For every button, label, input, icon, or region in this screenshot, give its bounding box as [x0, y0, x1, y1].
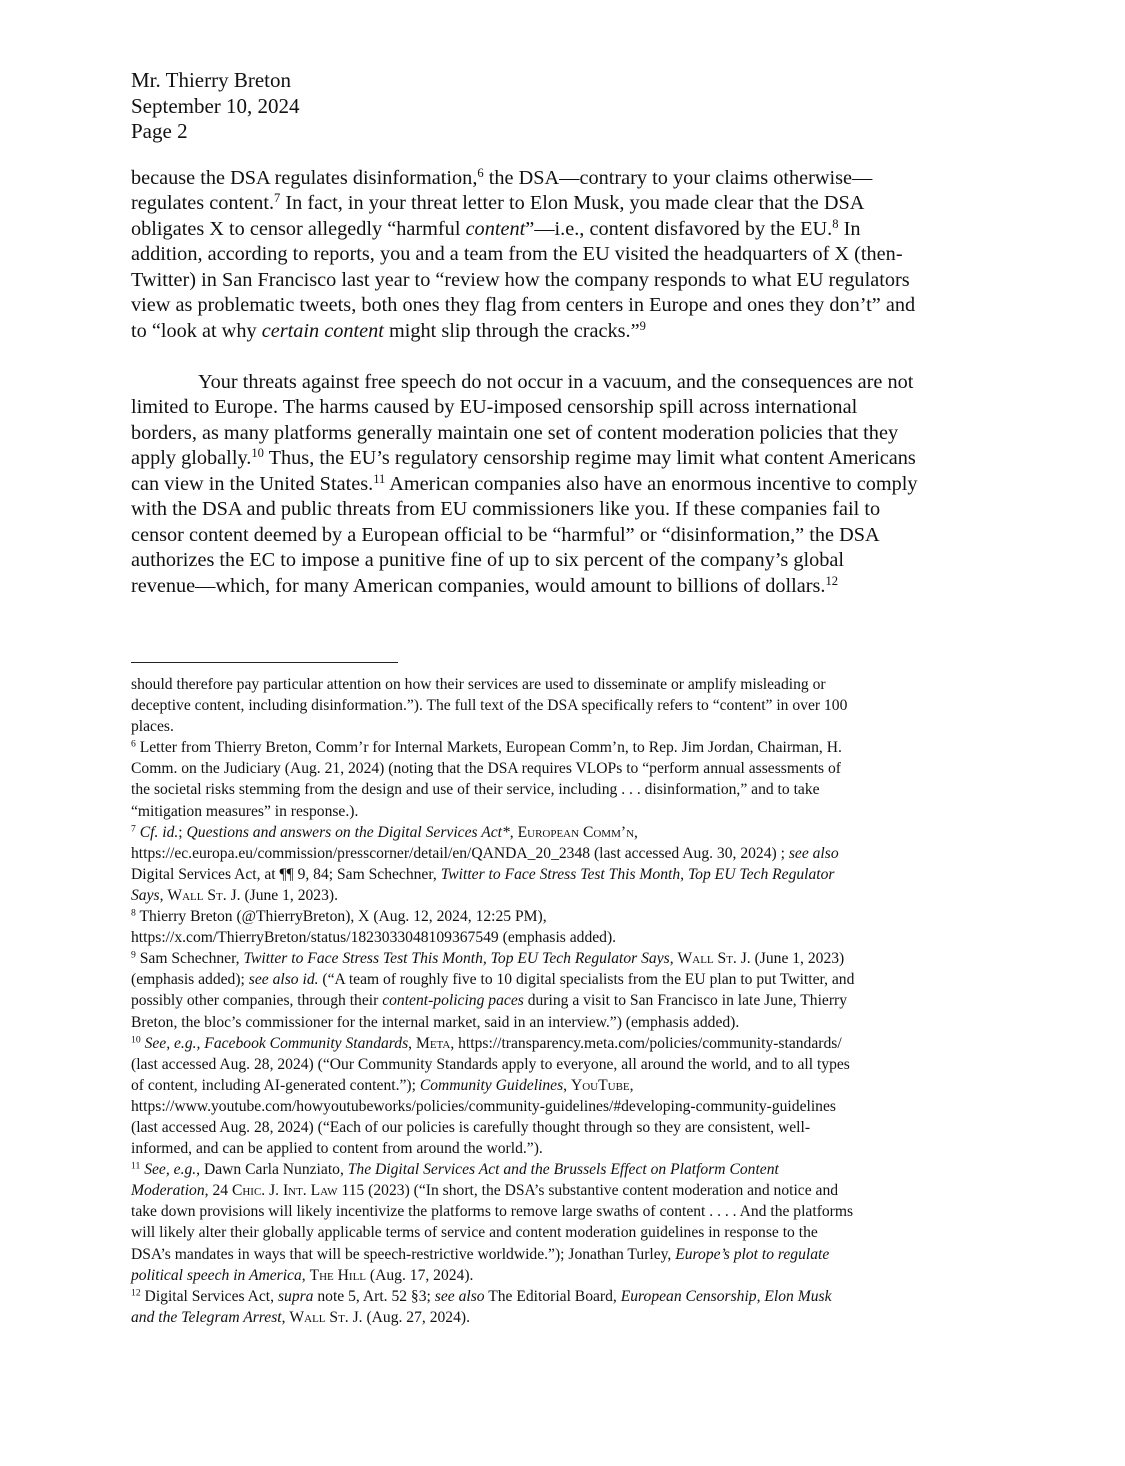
- text-span: possibly other companies, through their: [131, 992, 383, 1010]
- text-span: American companies also have an enormous incentive to comply: [385, 472, 918, 495]
- text-line: view as problematic tweets, both ones they flag from centers in Europe and ones they don’t” and: [131, 294, 916, 317]
- italic-text: Community Guidelines: [419, 1076, 564, 1094]
- text-span: ,: [563, 1076, 571, 1094]
- small-caps-text: Wall St. J.: [677, 950, 751, 968]
- footnote-number-10: 10: [131, 1034, 141, 1046]
- small-caps-text: The Hill: [309, 1266, 367, 1284]
- text-span: Dawn Carla Nunziato,: [200, 1161, 348, 1179]
- text-line: Twitter) in San Francisco last year to “review how the company responds to what EU regulators: [131, 268, 910, 291]
- text-span: Sam Schechner,: [135, 950, 244, 968]
- footnote-line: (last accessed Aug. 28, 2024) (“Each of our policies is carefully thought through so they are consistent, well-: [131, 1118, 811, 1136]
- text-span: In fact, in your threat letter to Elon Musk, you made clear that the DSA: [280, 192, 865, 215]
- text-line: borders, as many platforms generally maintain one set of content moderation policies that they: [131, 421, 899, 444]
- italic-text: The Digital Services Act and the Brussels Effect on Platform Content: [347, 1161, 779, 1179]
- footnote-line: Breton, the bloc’s commissioner for the internal market, said in an interview.”) (emphasis added).: [131, 1013, 740, 1031]
- text-span: the DSA—contrary to your claims otherwise—: [483, 167, 873, 189]
- small-caps-text: Meta: [415, 1034, 451, 1052]
- text-span: regulates content.: [131, 192, 275, 215]
- url-link[interactable]: https://www.youtube.com/howyoutubeworks/policies/community-guidelines/#developing-community-guidelines: [131, 1097, 836, 1115]
- footnote-number-7: 7: [131, 823, 136, 835]
- italic-text: content-policing paces: [382, 992, 524, 1010]
- footnote-ref-6[interactable]: 6: [477, 166, 484, 181]
- small-caps-text: Wall St. J.: [167, 886, 241, 904]
- text-span: In: [838, 217, 861, 240]
- url-link[interactable]: https://ec.europa.eu/commission/presscorner/detail/en/QANDA_20_2348 (last accessed Aug. 30, 2024) ;: [131, 844, 789, 862]
- footnote-ref-7[interactable]: 7: [274, 191, 281, 206]
- footnote-line: places.: [131, 718, 174, 736]
- footnote-ref-8[interactable]: 8: [832, 216, 839, 231]
- footnotes: [131, 674, 1001, 1328]
- small-caps-text: Chic. J. Int. Law: [231, 1182, 338, 1200]
- text-span: (June 1, 2023).: [240, 886, 338, 904]
- text-span: because the DSA regulates disinformation,: [131, 167, 478, 189]
- footnote-line: should therefore pay particular attention on how their services are used to disseminate or amplify misleading or: [131, 676, 826, 693]
- text-line: Your threats against free speech do not occur in a vacuum, and the consequences are not: [198, 371, 914, 393]
- footnote-number-8: 8: [131, 907, 136, 919]
- text-span: The Editorial Board,: [484, 1287, 621, 1305]
- emphasis-text: content: [465, 217, 526, 240]
- small-caps-text: YouTube: [570, 1076, 630, 1094]
- recipient-name: Mr. Thierry Breton: [131, 68, 292, 92]
- footnote-line: “mitigation measures” in response.).: [131, 802, 359, 820]
- footnote-number-12: 12: [131, 1287, 141, 1299]
- text-span: Digital Services Act, at ¶¶ 9, 84; Sam Schechner,: [131, 865, 441, 883]
- text-line: censor content deemed by a European official to be “harmful” or “disinformation,” the DSA: [131, 523, 880, 546]
- text-span: DSA’s mandates in ways that will be speech-restrictive worldwide.”); Jonathan Turley,: [131, 1245, 676, 1263]
- text-span: (June 1, 2023): [750, 950, 845, 968]
- italic-text: Cf. id.: [139, 823, 179, 841]
- text-span: Letter from Thierry Breton, Comm’r for Internal Markets, European Comm’n, to Rep. Jim Jordan, Chairman, H.: [135, 739, 842, 757]
- text-span: (Aug. 27, 2024).: [362, 1308, 470, 1326]
- italic-text: Questions and answers on the Digital Services Act*: [186, 823, 510, 841]
- text-span: Thierry Breton (@ThierryBreton), X (Aug. 12, 2024, 12:25 PM),: [135, 908, 547, 926]
- text-span: obligates X to censor allegedly “harmful: [131, 217, 466, 240]
- footnote-number-9: 9: [131, 949, 136, 961]
- italic-text: Twitter to Face Stress Test This Month, Top EU Tech Regulator: [440, 865, 835, 883]
- italic-text: see also id.: [248, 971, 319, 989]
- text-span: , 24: [204, 1182, 232, 1200]
- text-span: can view in the United States.: [131, 472, 374, 495]
- italic-text: see also: [788, 844, 839, 862]
- url-link[interactable]: https://x.com/ThierryBreton/status/1823033048109367549 (emphasis added).: [131, 929, 617, 947]
- text-line: addition, according to reports, you and a team from the EU visited the headquarters of X (then-: [131, 243, 903, 266]
- footnote-line: deceptive content, including disinformation.”). The full text of the DSA specifically refers to “content” in over 100: [131, 697, 848, 715]
- italic-text: Europe’s plot to regulate: [675, 1245, 830, 1263]
- text-line: limited to Europe. The harms caused by EU-imposed censorship spill across international: [131, 396, 858, 419]
- text-span: ,: [159, 886, 168, 904]
- text-span: ,: [509, 823, 518, 841]
- text-line: with the DSA and public threats from EU commissioners like you. If these companies fail to: [131, 498, 881, 521]
- text-span: ,: [629, 1076, 634, 1094]
- italic-text: political speech in America: [131, 1266, 302, 1284]
- page-number: Page 2: [131, 119, 188, 143]
- footnote-ref-9[interactable]: 9: [639, 318, 646, 333]
- text-span: (Aug. 17, 2024).: [366, 1266, 474, 1284]
- footnote-line: (last accessed Aug. 28, 2024) (“Our Community Standards apply to everyone, all around the world, and to all types: [131, 1055, 850, 1073]
- body-paragraph-2: [131, 370, 1001, 599]
- text-span: ”—i.e., content disfavored by the EU.: [525, 217, 833, 240]
- italic-text: Says: [131, 886, 160, 904]
- italic-text: and the Telegram Arrest: [131, 1308, 282, 1326]
- text-span: Digital Services Act,: [140, 1287, 278, 1305]
- text-span: to “look at why: [131, 319, 262, 342]
- text-span: note 5, Art. 52 §3;: [313, 1287, 435, 1305]
- text-span: Thus, the EU’s regulatory censorship regime may limit what content Americans: [263, 447, 916, 470]
- text-span: (“A team of roughly five to 10 digital specialists from the EU plan to put Twitter, and: [318, 971, 855, 989]
- text-span: ,: [669, 950, 678, 968]
- text-span: (emphasis added);: [131, 971, 249, 989]
- italic-text: See, e.g.,: [144, 1161, 201, 1179]
- footnote-ref-12[interactable]: 12: [825, 573, 839, 588]
- footnote-ref-11[interactable]: 11: [373, 471, 386, 486]
- footnote-line: the societal risks stemming from the design and use of their service, including . . . disinformation,” and to take: [131, 781, 820, 799]
- italic-text: supra: [277, 1287, 314, 1305]
- italic-text: See, e.g., Facebook Community Standards: [144, 1034, 409, 1052]
- footnote-number-6: 6: [131, 738, 136, 750]
- url-link[interactable]: , https://transparency.meta.com/policies/community-standards/: [450, 1034, 842, 1052]
- footnote-line: informed, and can be applied to content from around the world.”).: [131, 1140, 543, 1158]
- italic-text: see also: [434, 1287, 485, 1305]
- emphasis-text: certain content: [261, 319, 384, 342]
- footnote-number-11: 11: [131, 1160, 141, 1172]
- text-span: 115 (2023) (“In short, the DSA’s substantive content moderation and notice and: [337, 1182, 839, 1200]
- small-caps-text: Wall St. J.: [289, 1308, 363, 1326]
- text-span: ,: [281, 1308, 290, 1326]
- italic-text: European Censorship, Elon Musk: [620, 1287, 832, 1305]
- text-span: ,: [634, 823, 638, 841]
- text-span: revenue—which, for many American companies, would amount to billions of dollars.: [131, 574, 826, 597]
- footnote-line: will likely alter their globally applicable terms of service and content moderation guidelines in response to the: [131, 1224, 818, 1242]
- footnote-ref-10[interactable]: 10: [251, 446, 264, 461]
- text-span: ,: [301, 1266, 310, 1284]
- italic-text: Moderation: [131, 1182, 205, 1200]
- text-span: of content, including AI-generated content.”);: [131, 1076, 420, 1094]
- text-span: apply globally.: [131, 447, 252, 470]
- letter-header: [131, 68, 300, 145]
- text-span: ;: [178, 823, 187, 841]
- letter-date: September 10, 2024: [131, 93, 300, 118]
- text-span: during a visit to San Francisco in late June, Thierry: [523, 992, 848, 1010]
- small-caps-text: European Comm’n: [517, 823, 635, 841]
- footnote-line: Comm. on the Judiciary (Aug. 21, 2024) (noting that the DSA requires VLOPs to “perform annual assessments of: [131, 760, 841, 778]
- text-span: ,: [408, 1034, 416, 1052]
- text-line: authorizes the EC to impose a punitive fine of up to six percent of the company’s global: [131, 549, 845, 572]
- body-paragraph-1: [131, 166, 1001, 344]
- footnote-line: take down provisions will likely incentivize the platforms to remove large swaths of content . . . . And the platforms: [131, 1203, 854, 1221]
- italic-text: Twitter to Face Stress Test This Month, Top EU Tech Regulator Says: [243, 950, 670, 968]
- text-span: might slip through the cracks.”: [383, 319, 640, 342]
- footnote-divider: [131, 662, 398, 663]
